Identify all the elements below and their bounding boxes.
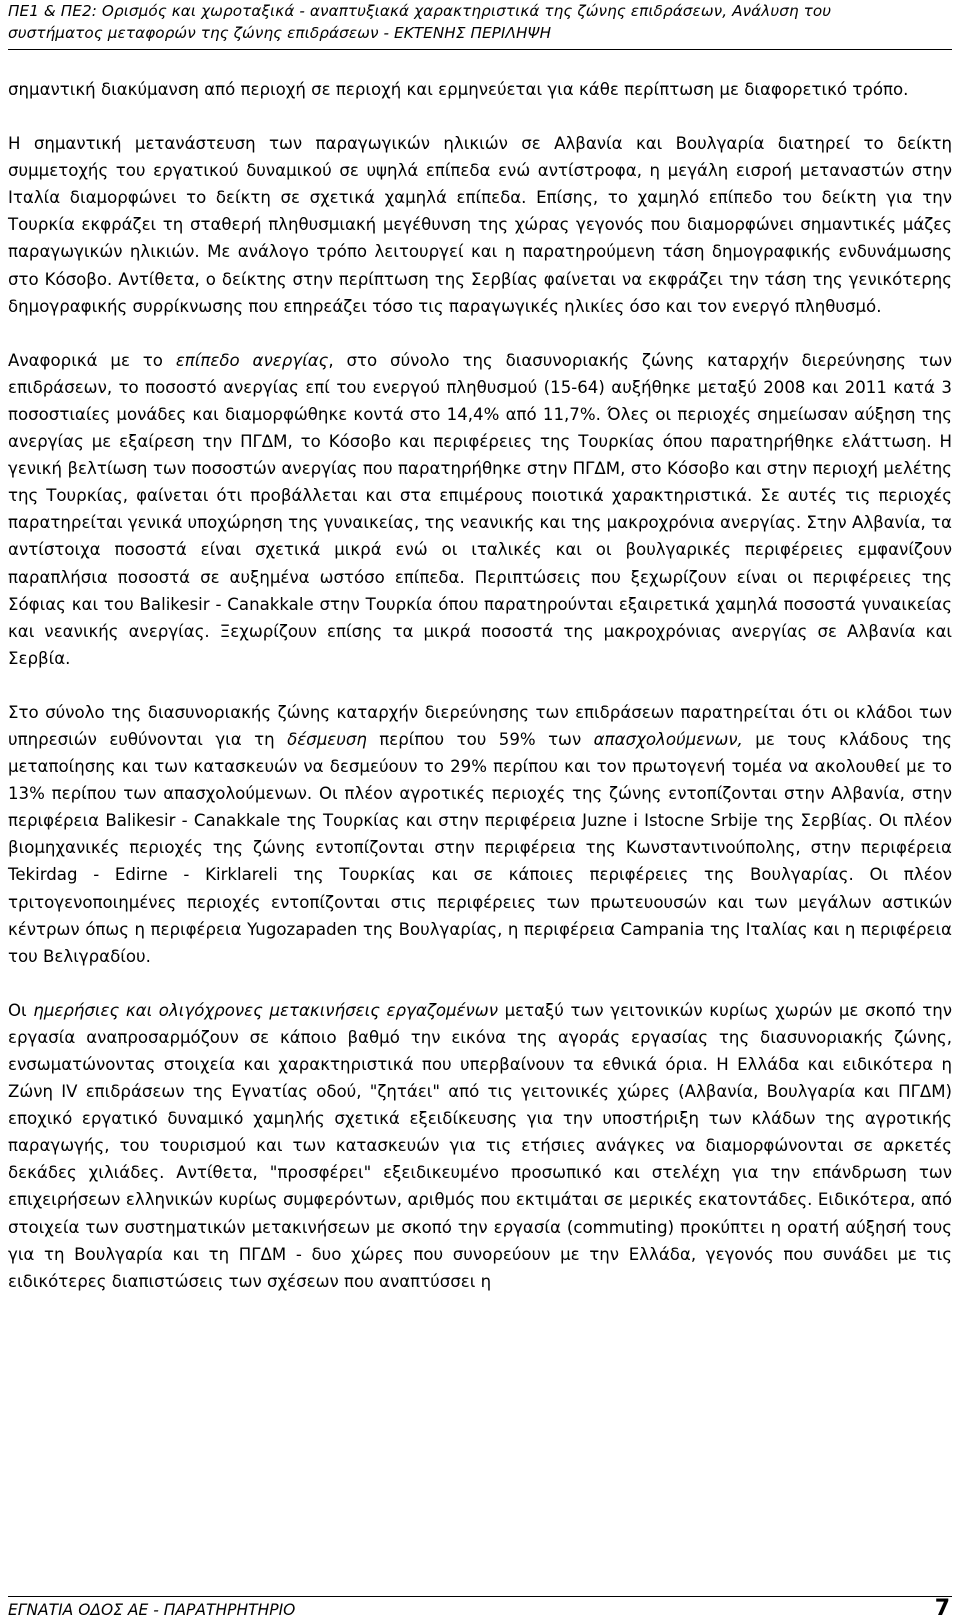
- paragraph-3-text-b: , στο σύνολο της διασυνοριακής ζώνης καταρχήν διερεύνησης των επιδράσεων, το ποσοστό ανεργίας επί του ενεργού πληθυσμού (15-64) αυξήθηκε μεταξύ 2008 και 2011 κατά 3 ποσοστιαίες μονάδες και διαμορφώθηκε κοντά στο 14,4% από 11,7%. Όλες οι περιοχές σημείωσαν αύξηση της ανεργίας με εξαίρεση την ΠΓΔΜ, το Κόσοβο και περιφέρειες της Τουρκίας όπου παρατηρήθηκε ελάττωση. Η γενική βελτίωση των ποσοστών ανεργίας που παρατηρήθηκε στην ΠΓΔΜ, στο Κόσοβο και στην περιοχή μελέτης της Τουρκίας, φαίνεται ότι προβάλλεται και στα επιμέρους ποιοτικά χαρακτηριστικά. Σε αυτές τις περιοχές παρατηρείται γενικά υποχώρηση της γυναικείας, της νεανικής και της μακροχρόνια ανεργίας. Στην Αλβανία, τα αντίστοιχα ποσοστά είναι σχετικά μικρά ενώ οι ιταλικές και οι βουλγαρικές περιφέρειες εμφανίζουν παραπλήσια ποσοστά σε αυξημένα ωστόσο επίπεδα. Περιπτώσεις που ξεχωρίζουν είναι οι περιφέρειες της Σόφιας και του Balikesir - Canakkale στην Τουρκία όπου παρατηρούνται εξαιρετικά χαμηλά ποσοστά γυναικείας και νεανικής ανεργίας. Ξεχωρίζουν επίσης τα μικρά ποσοστά της μακροχρόνιας ανεργίας σε Αλβανία και Σερβία.: [8, 350, 952, 668]
- paragraph-4-text-a: Στο σύνολο της διασυνοριακής ζώνης καταρχήν διερεύνησης των επιδράσεων παρατηρείται ότι οι κλάδοι των υπηρεσιών ευθύνονται για τη: [8, 702, 952, 749]
- page-number: 7: [934, 1596, 950, 1621]
- footer-publisher: ΕΓΝΑΤΙΑ ΟΔΟΣ ΑΕ - ΠΑΡΑΤΗΡΗΤΗΡΙΟ: [8, 1601, 296, 1619]
- header-divider: [8, 49, 952, 50]
- header-line-1: ΠΕ1 & ΠΕ2: Ορισμός και χωροταξικά - αναπτυξιακά χαρακτηριστικά της ζώνης επιδράσεων, Ανάλυση του: [8, 2, 832, 20]
- footer-divider: [8, 1596, 952, 1597]
- paragraph-4-emphasis-1: δέσμευση: [287, 729, 367, 749]
- paragraph-1: σημαντική διακύμανση από περιοχή σε περιοχή και ερμηνεύεται για κάθε περίπτωση με διαφορετικό τρόπο.: [8, 80, 909, 99]
- paragraph-3-text-a: Αναφορικά με το: [8, 350, 176, 370]
- paragraph-4-text-b: περίπου του 59% των: [366, 729, 594, 749]
- header-line-2: συστήματος μεταφορών της ζώνης επιδράσεων - ΕΚΤΕΝΗΣ ΠΕΡΙΛΗΨΗ: [8, 24, 552, 42]
- paragraph-4-text-c: με τους κλάδους της μεταποίησης και των κατασκευών να δεσμεύουν το 29% περίπου και τον πρωτογενή τομέα να ακολουθεί με το 13% περίπου των απασχολούμενων. Οι πλέον αγροτικές περιοχές της ζώνης εντοπίζονται στην Αλβανία, στην περιφέρεια Balikesir - Canakkale της Τουρκίας και στην περιφέρεια Juzne i Istocne Srbije της Σερβίας. Οι πλέον βιομηχανικές περιοχές της ζώνης εντοπίζονται στην περιφέρεια της Κωνσταντινούπολης, στην περιφέρεια Tekirdag - Edirne - Kirklareli της Τουρκίας και σε κάποιες περιφέρειες της Βουλγαρίας. Οι πλέον τριτογενοποιημένες περιοχές εντοπίζονται στις περιφέρειες των πρωτευουσών και των μεγάλων αστικών κέντρων όπως η περιφέρεια Yugozapaden της Βουλγαρίας, η περιφέρεια Campania της Ιταλίας και η περιφέρεια του Βελιγραδίου.: [8, 729, 952, 966]
- paragraph-4-emphasis-2: απασχολούμενων,: [593, 729, 743, 749]
- paragraph-3: [8, 347, 952, 672]
- paragraph-3-emphasis-1: επίπεδο ανεργίας: [175, 350, 329, 370]
- paragraph-5-text-b: μεταξύ των γειτονικών κυρίως χωρών με σκοπό την εργασία αναπροσαρμόζουν σε κάποιο βαθμό την εικόνα της αγοράς εργασίας της διασυνοριακής ζώνης, ενσωματώνοντας στοιχεία και χαρακτηριστικά που υπερβαίνουν τα εθνικά όρια. Η Ελλάδα και ειδικότερα η Ζώνη IV επιδράσεων της Εγνατίας οδού, "ζητάει" από τις γειτονικές χώρες (Αλβανία, Βουλγαρία και ΠΓΔΜ) εποχικό εργατικό δυναμικό χαμηλής σχετικά εξειδίκευσης για την υποστήριξη των κλάδων της αγροτικής παραγωγής, του τουρισμού και των κατασκευών για τις ετήσιες ανάγκες να διαμορφώνονται σε αρκετές δεκάδες χιλιάδες. Αντίθετα, "προσφέρει" εξειδικευμένο προσωπικό και στελέχη για την επάνδρωση των επιχειρήσεων ελληνικών κυρίως συμφερόντων, αριθμός που εκτιμάται σε μερικές εκατοντάδες. Ειδικότερα, από στοιχεία των συστηματικών μετακινήσεων με σκοπό την εργασία (commuting) προκύπτει η ορατή αύξησή τους για τη Βουλγαρία και τη ΠΓΔΜ - δυο χώρες που συνορεύουν με την Ελλάδα, γεγονός που συνάδει με τις ειδικότερες διαπιστώσεις των σχέσεων που αναπτύσσει η: [8, 1000, 952, 1291]
- paragraph-4: [8, 699, 952, 970]
- running-header: [8, 0, 952, 44]
- paragraph-5-text-a: Οι: [8, 1000, 34, 1020]
- paragraph-5: [8, 997, 952, 1295]
- paragraph-2: Η σημαντική μετανάστευση των παραγωγικών ηλικιών σε Αλβανία και Βουλγαρία διατηρεί το δείκτη συμμετοχής του εργατικού δυναμικού σε υψηλά επίπεδα ενώ αντίστροφα, η μεγάλη εισροή μεταναστών στην Ιταλία διαμορφώνει το δείκτη σε σχετικά χαμηλά επίπεδα. Επίσης, το χαμηλό επίπεδο του δείκτη για την Τουρκία εκφράζει τη σταθερή πληθυσμιακή μεγέθυνση της χώρας γεγονός που διαμορφώνει σημαντικές μάζες παραγωγικών ηλικιών. Με ανάλογο τρόπο λειτουργεί και η παρατηρούμενη τάση δημογραφικής ενδυνάμωσης στο Κόσοβο. Αντίθετα, ο δείκτης στην περίπτωση της Σερβίας φαίνεται να εκφράζει την τάση της γενικότερης δημογραφικής συρρίκνωσης που επηρεάζει τόσο τις παραγωγικές ηλικίες όσο και τον ενεργό πληθυσμό.: [8, 134, 952, 316]
- paragraph-5-emphasis-1: ημερήσιες και ολιγόχρονες μετακινήσεις εργαζομένων: [33, 1000, 498, 1020]
- document-body: [8, 76, 952, 1295]
